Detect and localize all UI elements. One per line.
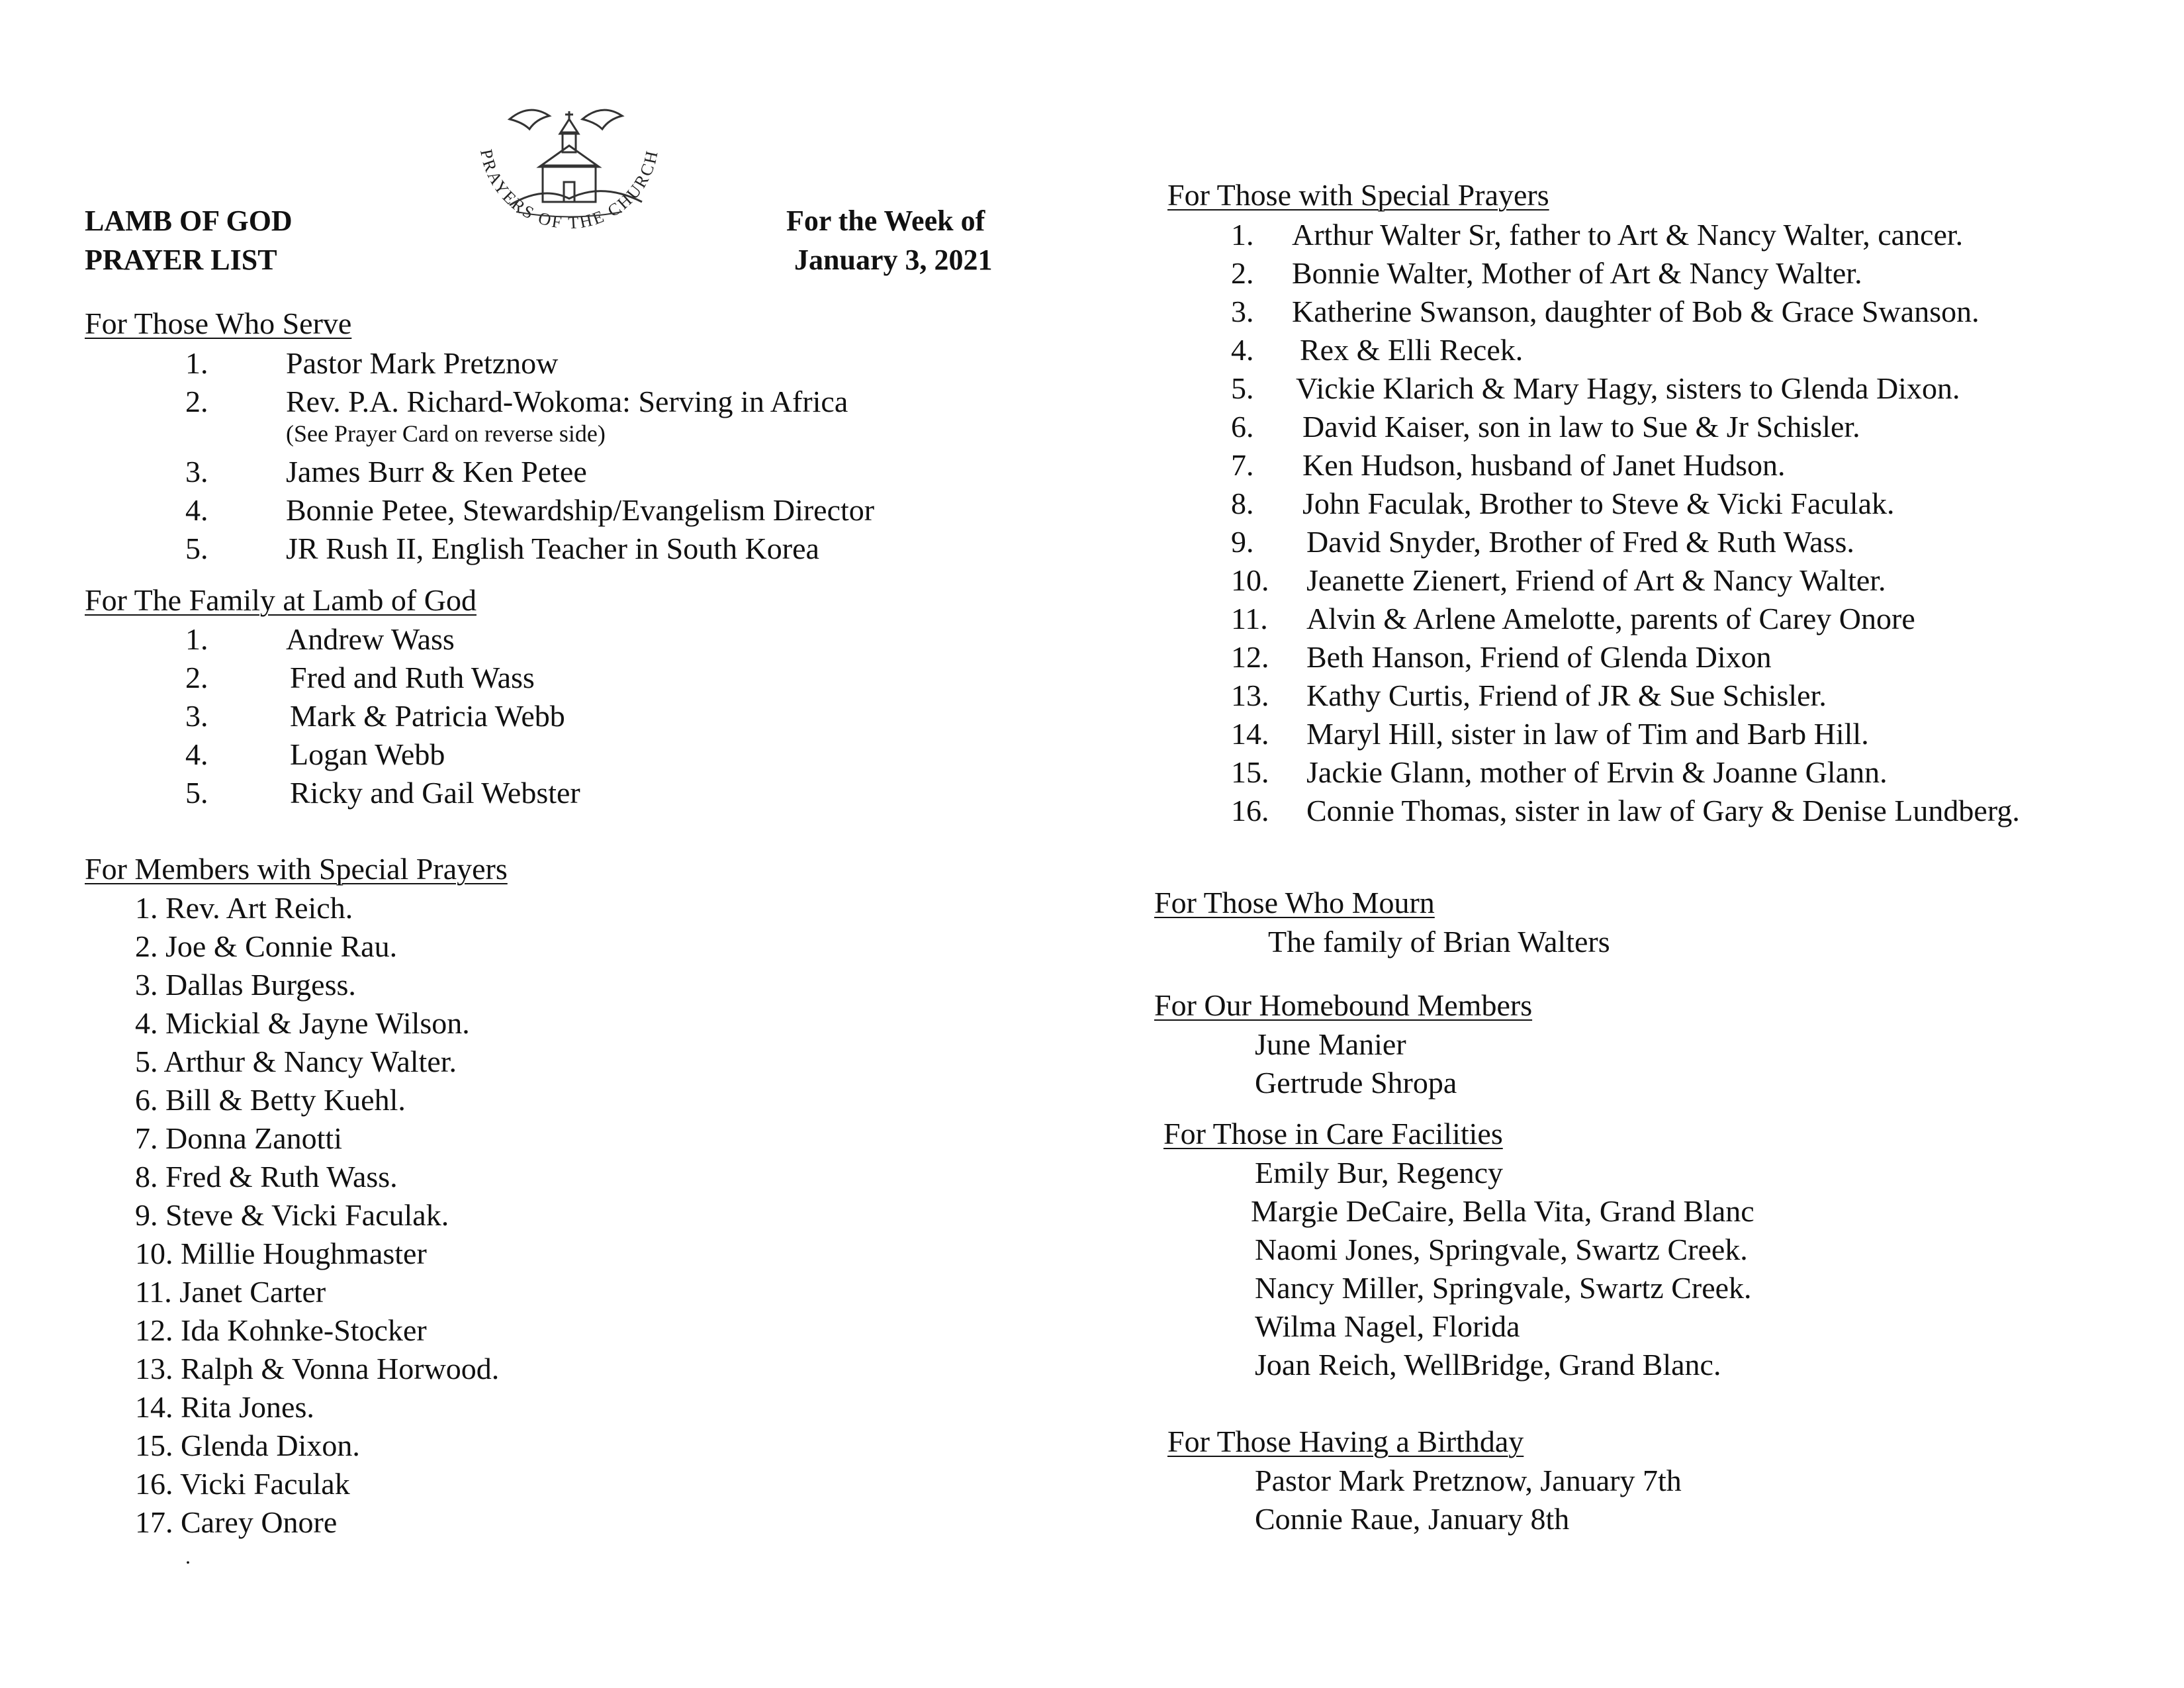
care-item: Joan Reich, WellBridge, Grand Blanc.: [1255, 1348, 1721, 1382]
section-heading-family: For The Family at Lamb of God: [85, 583, 477, 617]
member-item: 13. Ralph & Vonna Horwood.: [135, 1352, 500, 1385]
member-item: 9. Steve & Vicki Faculak.: [135, 1198, 449, 1232]
member-item: 8. Fred & Ruth Wass.: [135, 1160, 398, 1194]
birthday-item: Connie Raue, January 8th: [1255, 1502, 1570, 1536]
care-item: Emily Bur, Regency: [1255, 1156, 1504, 1190]
member-item: 14. Rita Jones.: [135, 1390, 314, 1424]
homebound-item: June Manier: [1255, 1027, 1406, 1061]
trailing-mark: .: [185, 1544, 191, 1568]
member-item: 6. Bill & Betty Kuehl.: [135, 1083, 406, 1117]
section-heading-members: For Members with Special Prayers: [85, 852, 508, 886]
care-item: Wilma Nagel, Florida: [1255, 1309, 1520, 1343]
section-heading-birthday: For Those Having a Birthday: [1167, 1425, 1524, 1458]
member-item: 3. Dallas Burgess.: [135, 968, 356, 1002]
section-heading-serve: For Those Who Serve: [85, 306, 352, 340]
section-heading-special: For Those with Special Prayers: [1167, 178, 1549, 212]
member-item: 12. Ida Kohnke-Stocker: [135, 1313, 427, 1347]
mourn-item: The family of Brian Walters: [1268, 925, 1610, 959]
member-item: 10. Millie Houghmaster: [135, 1237, 427, 1270]
birthday-item: Pastor Mark Pretznow, January 7th: [1255, 1464, 1682, 1497]
section-heading-mourn: For Those Who Mourn: [1154, 886, 1435, 919]
member-item: 7. Donna Zanotti: [135, 1121, 342, 1155]
member-item: 16. Vicki Faculak: [135, 1467, 350, 1501]
member-item: 5. Arthur & Nancy Walter.: [135, 1045, 457, 1078]
week-label: For the Week of: [786, 205, 985, 237]
member-item: 15. Glenda Dixon.: [135, 1429, 360, 1462]
member-item: 2. Joe & Connie Rau.: [135, 929, 398, 963]
care-item: Margie DeCaire, Bella Vita, Grand Blanc: [1251, 1194, 1754, 1228]
care-item: Naomi Jones, Springvale, Swartz Creek.: [1255, 1233, 1748, 1266]
week-date: January 3, 2021: [794, 244, 993, 276]
member-item: 17. Carey Onore: [135, 1505, 338, 1539]
section-heading-care: For Those in Care Facilities: [1163, 1117, 1503, 1150]
section-heading-homebound: For Our Homebound Members: [1154, 988, 1533, 1022]
homebound-item: Gertrude Shropa: [1255, 1066, 1457, 1100]
prayers-of-the-church-logo: [463, 93, 675, 245]
member-item: 1. Rev. Art Reich.: [135, 891, 353, 925]
church-name: LAMB OF GOD: [85, 205, 293, 237]
list-title: PRAYER LIST: [85, 244, 277, 276]
care-item: Nancy Miller, Springvale, Swartz Creek.: [1255, 1271, 1752, 1305]
svg-text:PRAYERS OF THE CHURCH: PRAYERS OF THE CHURCH: [476, 147, 662, 233]
member-item: 4. Mickial & Jayne Wilson.: [135, 1006, 470, 1040]
member-item: 11. Janet Carter: [135, 1275, 326, 1309]
prayer-card-note: (See Prayer Card on reverse side): [286, 420, 606, 447]
